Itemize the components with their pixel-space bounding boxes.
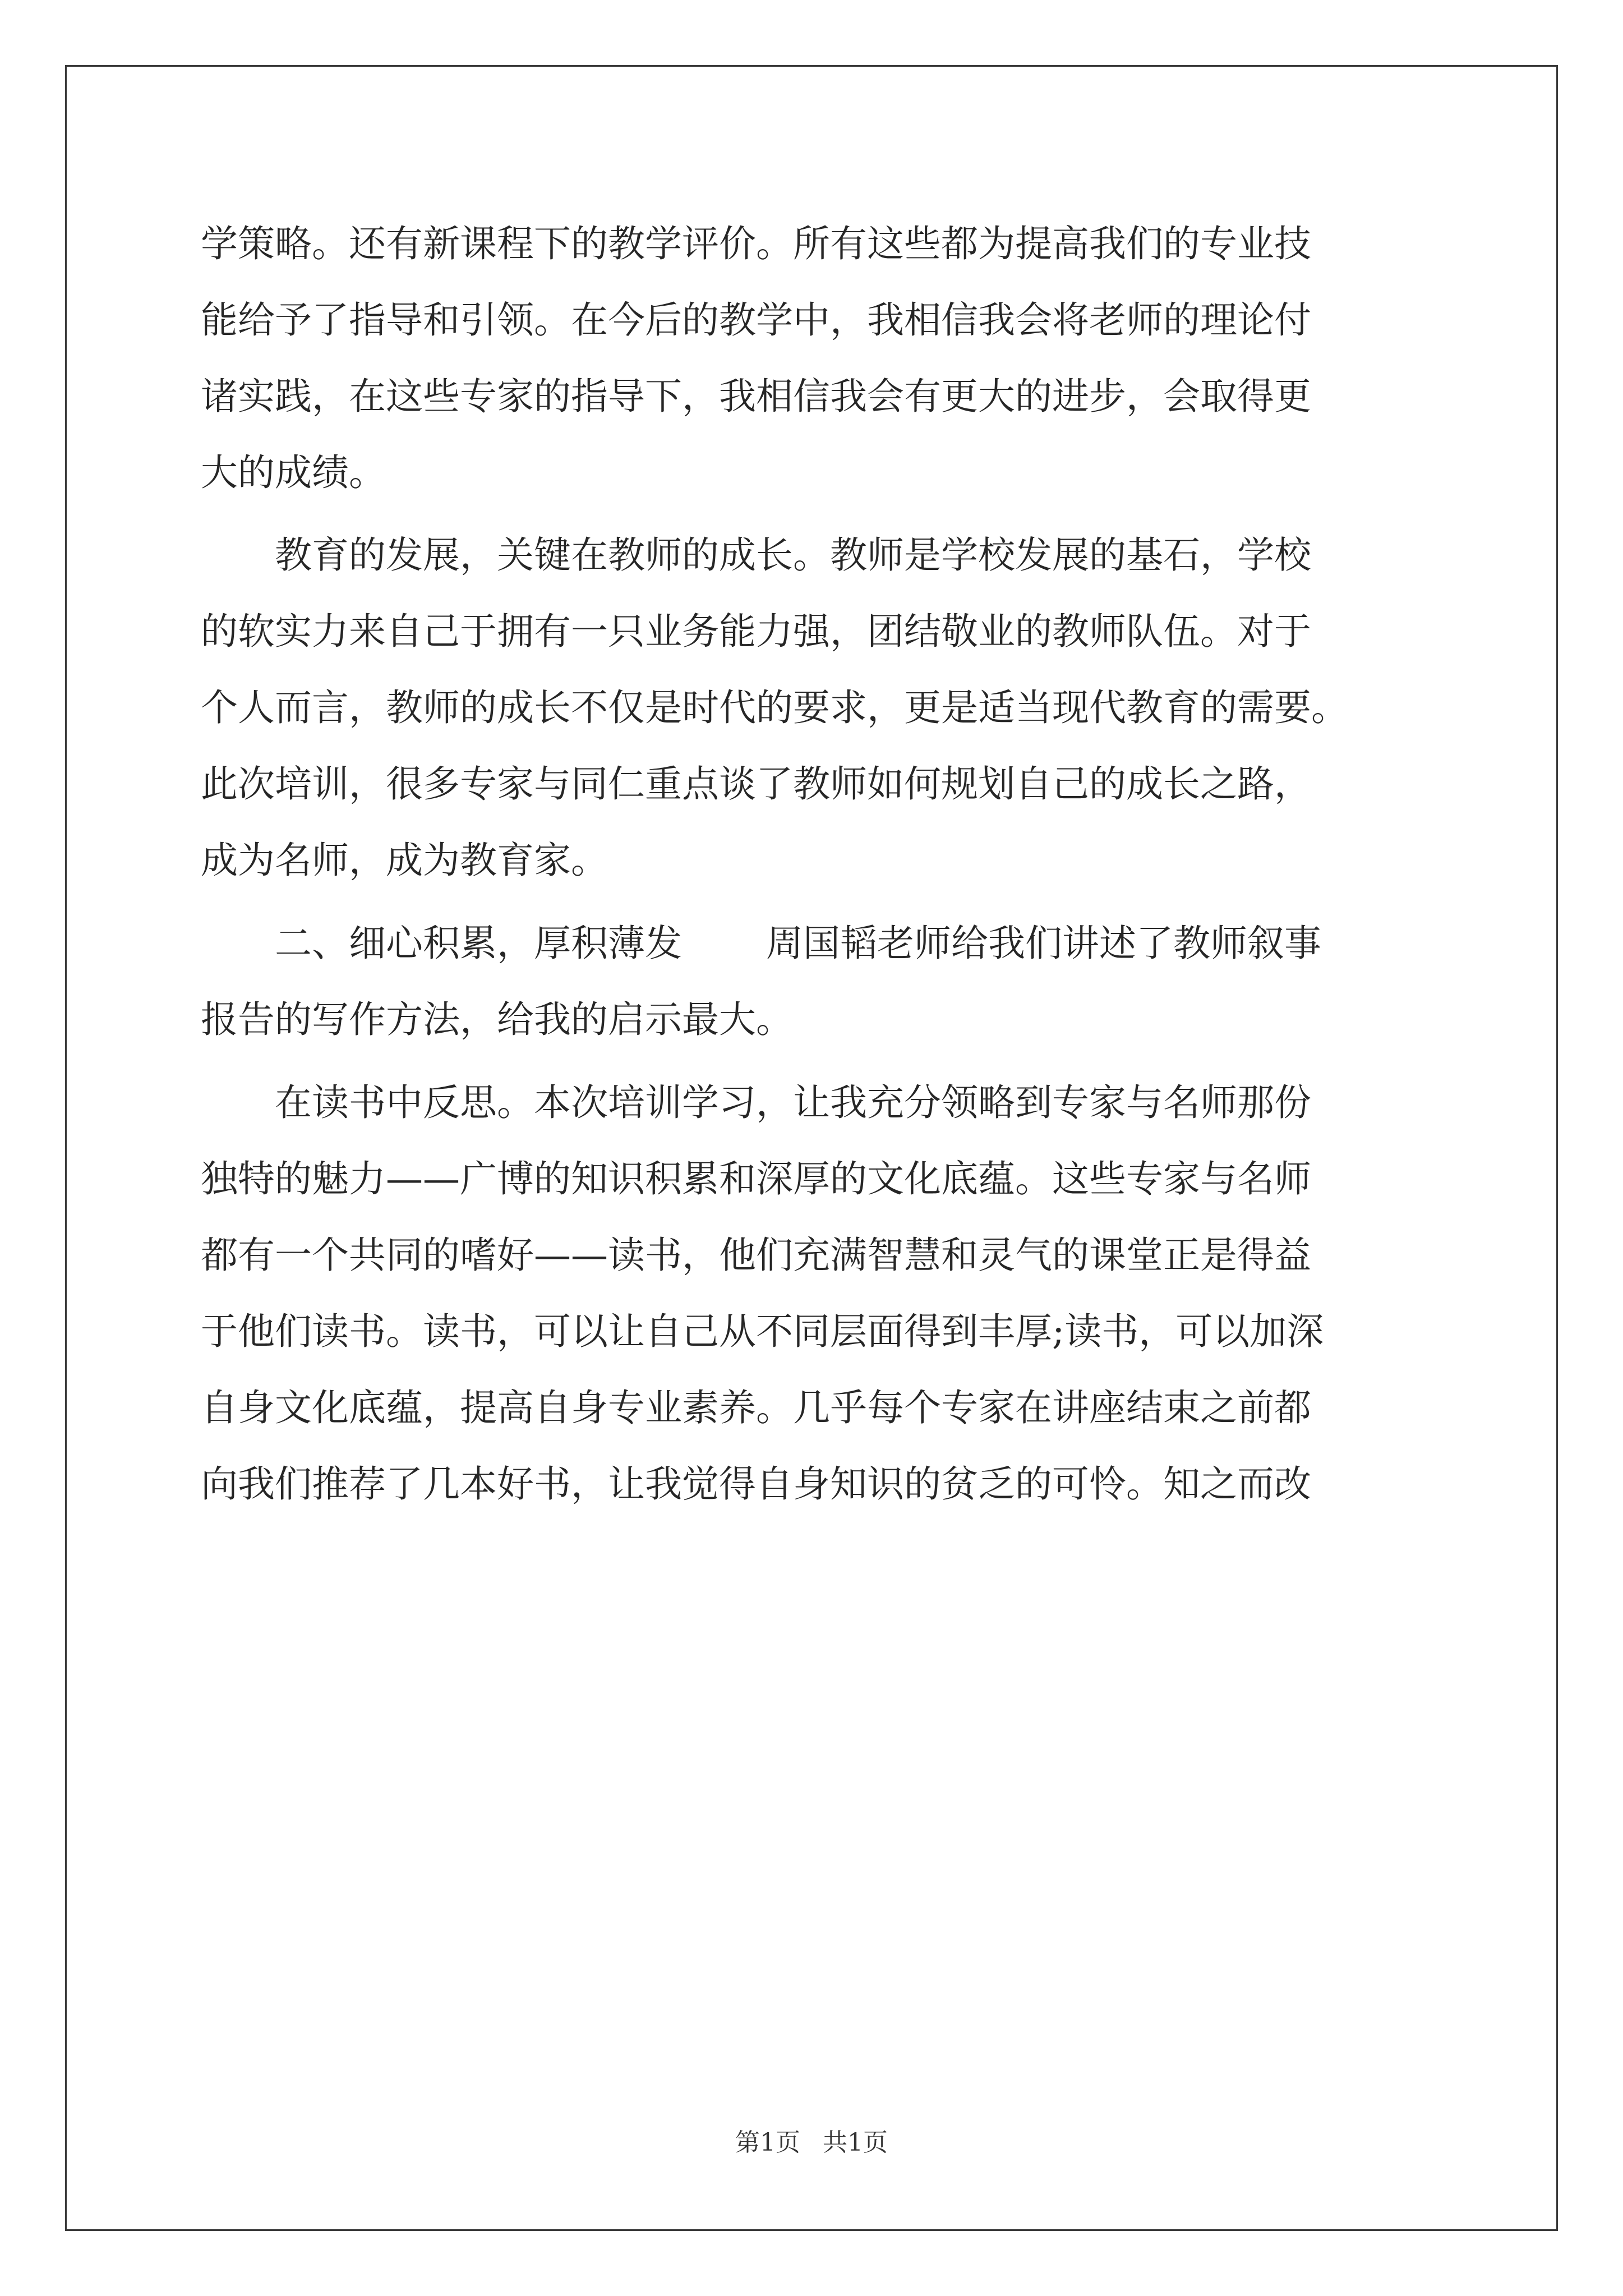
text-line: 个人而言，教师的成长不仅是时代的要求，更是适当现代教育的需要。: [201, 686, 1348, 729]
text-line: 独特的魅力——广博的知识积累和深厚的文化底蕴。这些专家与名师: [201, 1157, 1311, 1200]
section-heading: 二、细心积累，厚积薄发: [201, 922, 682, 965]
text-line: 大的成绩。: [201, 451, 386, 494]
text-line: 此次培训，很多专家与同仁重点谈了教师如何规划自己的成长之路，: [201, 762, 1311, 806]
text-line: 的软实力来自己于拥有一只业务能力强，团结敬业的教师队伍。对于: [201, 610, 1311, 653]
section-heading-tail: 周国韬老师给我们讲述了教师叙事: [766, 922, 1321, 965]
section-heading-line: [201, 921, 1321, 966]
text-line: 能给予了指导和引领。在今后的教学中，我相信我会将老师的理论付: [201, 298, 1311, 342]
text-line: 于他们读书。读书，可以让自己从不同层面得到丰厚;读书，可以加深: [201, 1310, 1324, 1353]
text-line: 学策略。还有新课程下的教学评价。所有这些都为提高我们的专业技: [201, 222, 1311, 265]
text-line: 向我们推荐了几本好书，让我觉得自身知识的贫乏的可怜。知之而改: [201, 1462, 1311, 1506]
page-footer: [0, 2126, 1623, 2160]
paragraph-line: 教育的发展，关键在教师的成长。教师是学校发展的基石，学校: [201, 533, 1311, 577]
page-number: 第1页: [735, 2128, 800, 2157]
text-line: 都有一个共同的嗜好——读书，他们充满智慧和灵气的课堂正是得益: [201, 1234, 1311, 1277]
text-line: 报告的写作方法，给我的启示最大。: [201, 998, 793, 1041]
text-line: 自身文化底蕴，提高自身专业素养。几乎每个专家在讲座结束之前都: [201, 1386, 1311, 1429]
total-pages: 共1页: [823, 2128, 888, 2157]
text-line: 成为名师，成为教育家。: [201, 839, 608, 882]
text-line: 诸实践，在这些专家的指导下，我相信我会有更大的进步，会取得更: [201, 375, 1311, 418]
paragraph-line: 在读书中反思。本次培训学习，让我充分领略到专家与名师那份: [201, 1081, 1311, 1124]
